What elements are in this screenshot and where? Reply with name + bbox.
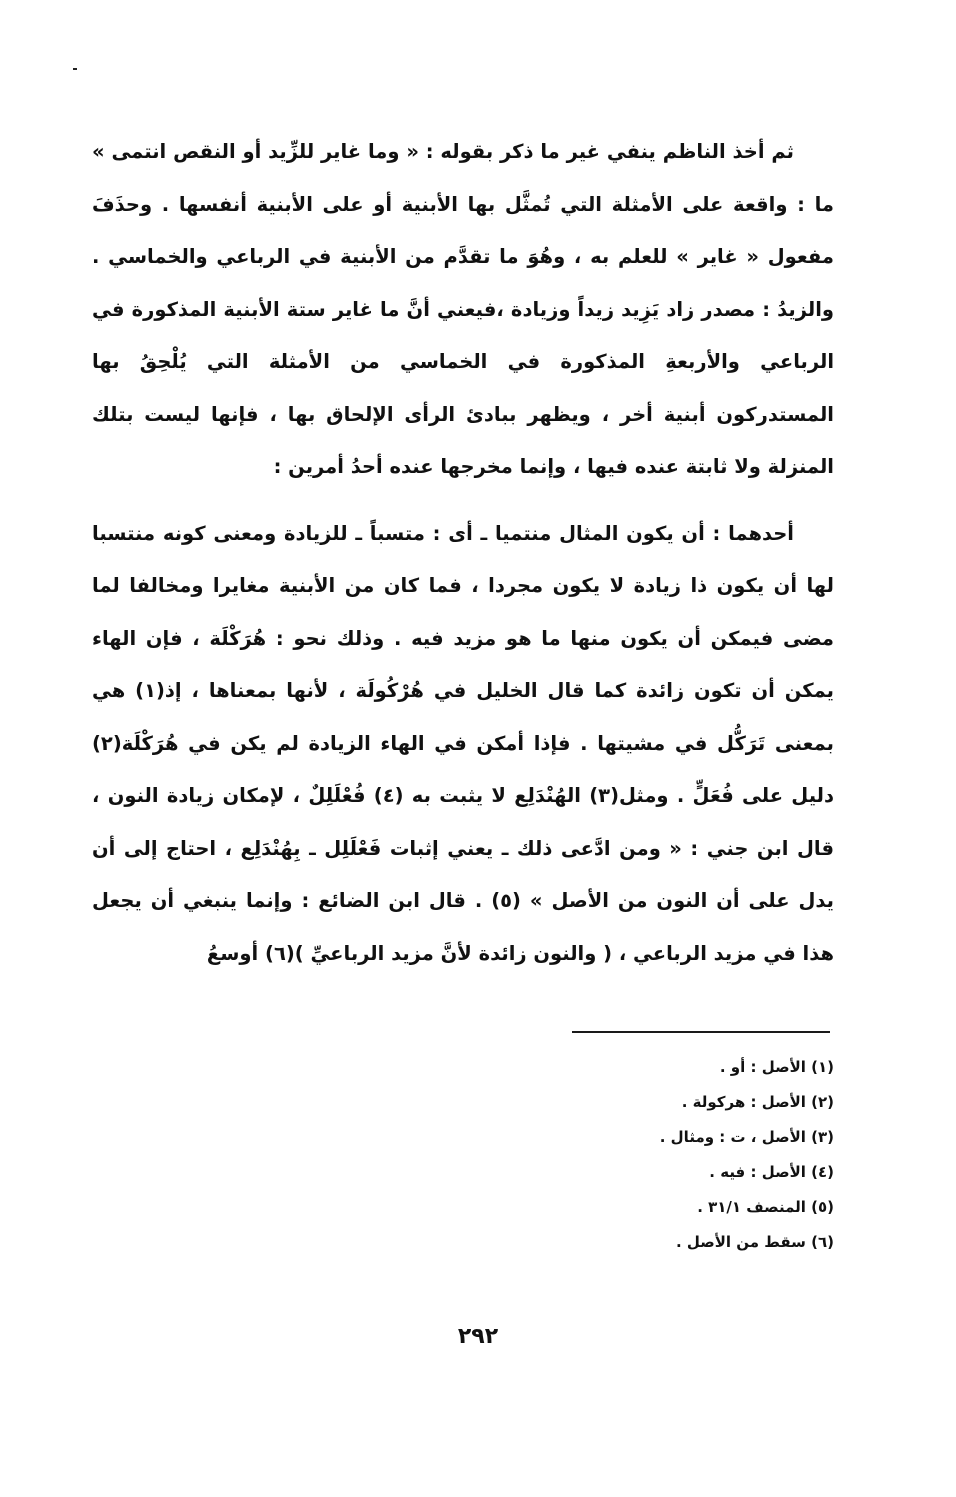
paragraph-text: أحدهما : أن يكون المثال منتميا ـ أى : متسباً ـ للزيادة ومعنى كونه منتسبا لها أن يكون ذا زيادة لا يكون مجردا ، فما كان من الأبنية مغايرا ومخالفا لما مضى فيمكن أن يكون منها ما هو مزيد فيه . وذلك نحو : هُرَكْلَة ، فإن الهاء يمكن أن تكون زائدة كما قال الخليل في هُرْكُولَة ، لأنها بمعناها ، إذ(١) هي بمعنى تَرَكُّل في مشيتها . فإذا أمكن في الهاء الزيادة لم يكن في هُرَكْلَة(٢) دليل على فُعَلٍّ . ومثل(٣) الهُنْدَلِع لا يثبت به (٤) فُعْلَلِلٌ ، لإمكان زيادة النون ، قال ابن جني : « ومن ادَّعى ذلك ـ يعني إثبات فَعْلَلِل ـ بِهُنْدَلِع ، احتاج إلى أن يدل على أن النون من الأصل » (٥) . قال ابن الضائع : وإنما ينبغي أن يجعل هذا في مزيد الرباعي ، ( والنون زائدة لأنَّ مزيد الرباعيِّ )(٦) أوسعُ [92,521,834,965]
paragraph-text: ثم أخذ الناظم ينفي غير ما ذكر بقوله : « وما غاير للزِّيد أو النقص انتمى » ما : واقعة على الأمثلة التي تُمثَّل بها الأبنية أو على الأبنية أنفسها . وحذَفَ مفعول « غاير » للعلم به ، وهُوَ ما تقدَّم من الأبنية في الرباعي والخماسي . والزيدُ : مصدر زاد يَزِيد زيداً وزيادة ،فيعني أنَّ ما غاير ستة الأبنية المذكورة في الرباعي والأربعةِ المذكورة في الخماسي من الأمثلة التي يُلْحِقُ بها المستدركون أبنية أخر ، ويظهر ببادئ الرأى الإلحاق بها ، فإنها ليست بتلك المنزلة ولا ثابتة عنده فيها ، وإنما مخرجها عنده أحدُ أمرين : [92,140,834,478]
main-text [92,126,834,980]
footnote: (٦) سقط من الأصل . [675,1233,834,1251]
footnote: (٢) الأصل : هركولة . [681,1093,834,1111]
page-number: ٢٩٢ [457,1324,499,1349]
scan-speck [73,68,77,70]
footnote: (٣) الأصل ، ت : ومثال . [659,1128,834,1146]
paragraph [92,126,834,494]
paragraph [92,508,834,981]
footnote: (٥) المنصف ٣١/١ . [697,1198,834,1216]
footnotes-list [434,1050,834,1260]
footnote-separator [572,1031,830,1033]
footnote: (٤) الأصل : فيه . [709,1163,834,1181]
footnote: (١) الأصل : أو . [719,1058,834,1076]
